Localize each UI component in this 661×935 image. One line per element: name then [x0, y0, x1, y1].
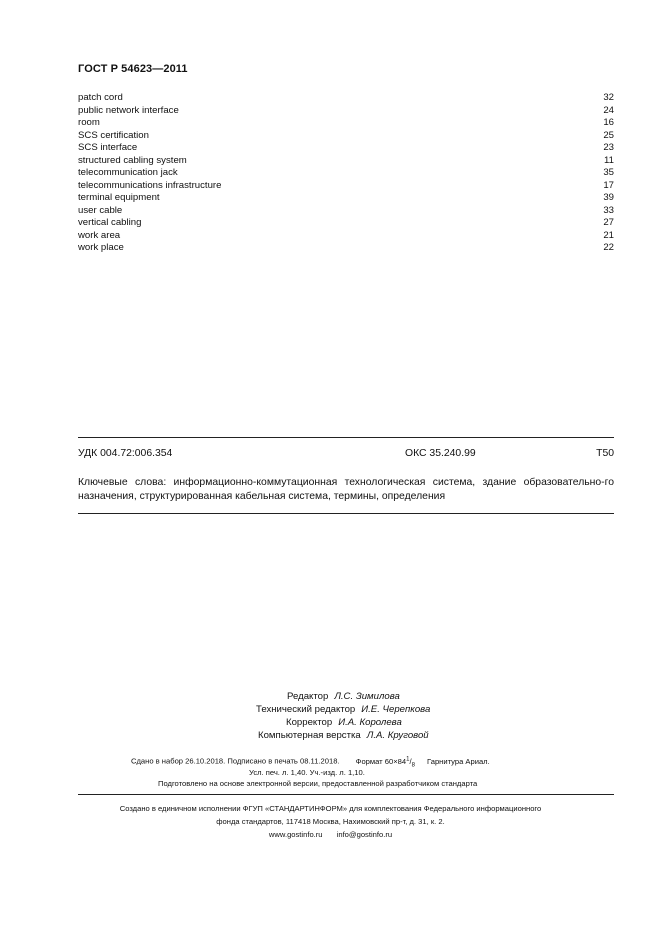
- divider-bottom: [78, 513, 614, 514]
- index-term: terminal equipment: [78, 192, 160, 203]
- index-page: 22: [603, 242, 614, 253]
- index-term: work area: [78, 229, 121, 241]
- index-term: SCS interface: [78, 142, 138, 153]
- print-dates: Сдано в набор 26.10.2018. Подписано в печать 08.11.2018.: [131, 756, 340, 766]
- divider-top: [78, 437, 614, 438]
- credit-role: Корректор: [286, 717, 333, 728]
- index-row: [78, 205, 614, 218]
- credit-name: И.Е. Черепкова: [361, 704, 431, 715]
- index-page: 33: [603, 204, 614, 216]
- index-term: user cable: [78, 204, 123, 216]
- index-term: telecommunication jack: [78, 167, 178, 178]
- footer-email-link[interactable]: info@gostinfo.ru: [336, 830, 393, 839]
- credit-row: [258, 729, 429, 742]
- credit-role: Компьютерная верстка: [258, 730, 361, 741]
- index-term: work place: [78, 242, 124, 253]
- index-row: [78, 105, 614, 118]
- footer-line-2: фонда стандартов, 117418 Москва, Нахимовский пр-т, д. 31, к. 2.: [216, 817, 445, 826]
- index-page: 24: [603, 104, 614, 116]
- keywords-text: Ключевые слова: информационно-коммутационная технологическая система, здание образовательно-го назначения, структурированная кабельная система, термины, определения: [78, 477, 614, 502]
- oks-code: ОКС 35.240.99: [405, 448, 476, 459]
- index-row: [78, 142, 614, 155]
- index-row: [78, 92, 614, 105]
- index-page: 39: [603, 192, 614, 203]
- credit-name: Л.С. Зимилова: [334, 691, 400, 702]
- index-term: SCS certification: [78, 129, 149, 141]
- index-term: telecommunications infrastructure: [78, 179, 222, 191]
- print-prepared: Подготовлено на основе электронной версии, предоставленной разработчиком стандарта: [158, 779, 478, 788]
- credit-row: [287, 690, 400, 703]
- credit-name: И.А. Королева: [338, 717, 402, 728]
- credit-role: Редактор: [287, 691, 329, 702]
- index-page: 35: [603, 167, 614, 178]
- print-font: Гарнитура Ариал.: [427, 756, 490, 766]
- t-code: Т50: [596, 448, 614, 459]
- print-sheets: Усл. печ. л. 1,40. Уч.-изд. л. 1,10.: [249, 768, 365, 777]
- index-term: vertical cabling: [78, 217, 142, 228]
- index-page: 23: [603, 142, 614, 153]
- credit-role: Технический редактор: [256, 704, 356, 715]
- index-row: [78, 192, 614, 205]
- footer-site-link[interactable]: www.gostinfo.ru: [268, 830, 323, 839]
- index-term: public network interface: [78, 104, 179, 116]
- publisher-footer: [0, 802, 661, 841]
- index-term: patch cord: [78, 92, 123, 103]
- index-page: 16: [603, 117, 614, 128]
- index-page: 27: [603, 217, 614, 228]
- footer-contacts: [0, 828, 661, 841]
- index-row: [78, 180, 614, 193]
- index-page: 21: [603, 229, 614, 241]
- index-term: room: [78, 117, 100, 128]
- credit-row: [256, 703, 430, 716]
- index-row: [78, 242, 614, 255]
- document-header: ГОСТ Р 54623—2011: [78, 63, 188, 75]
- credit-name: Л.А. Круговой: [366, 730, 429, 741]
- divider-footer: [78, 794, 614, 795]
- index-page: 17: [603, 179, 614, 191]
- udk-code: УДК 004.72:006.354: [78, 448, 173, 459]
- footer-line-1: Создано в единичном исполнении ФГУП «СТАНДАРТИНФОРМ» для комплектования Федерального информационного: [119, 804, 542, 813]
- index-term: structured cabling system: [78, 154, 187, 166]
- print-format: Формат $60\times 84^1/_8$: [355, 756, 415, 769]
- index-page: 11: [604, 154, 614, 166]
- index-row: [78, 217, 614, 230]
- index-row: [78, 117, 614, 130]
- index-row: [78, 130, 614, 143]
- term-index: [78, 92, 614, 255]
- index-page: 32: [603, 92, 614, 103]
- index-row: [78, 230, 614, 243]
- index-row: [78, 167, 614, 180]
- credit-row: [286, 716, 402, 729]
- index-row: [78, 155, 614, 168]
- index-page: 25: [603, 129, 614, 141]
